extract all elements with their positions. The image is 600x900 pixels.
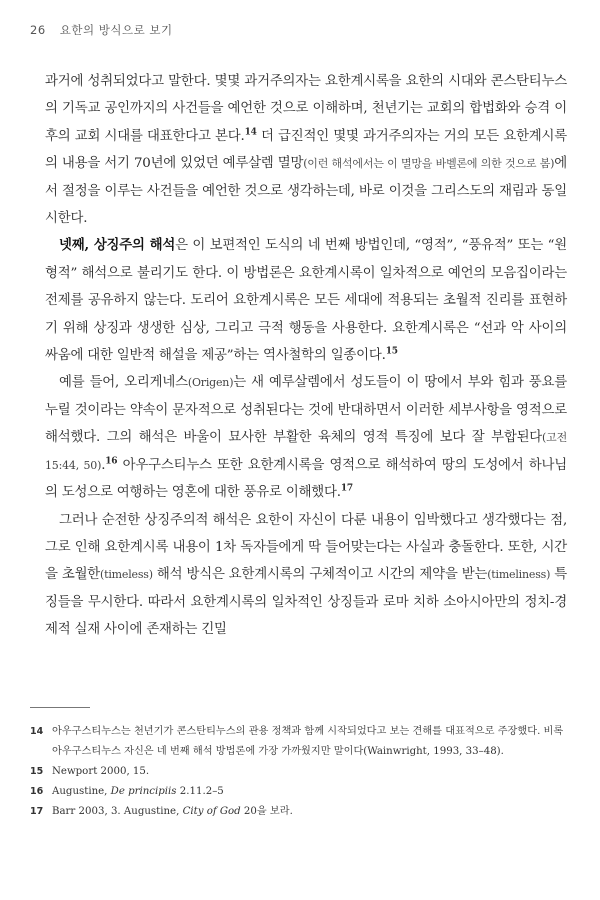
text-run: 아우구스티누스 또한 요한계시록을 영적으로 해석하여 땅의 도성에서 하나님의 도성으로 여행하는 영혼에 대한 풍유로 이해했다. xyxy=(45,457,567,501)
paragraph xyxy=(45,232,567,369)
paragraph xyxy=(45,507,567,644)
footnote-ref: 16 xyxy=(105,456,118,467)
paragraph xyxy=(45,369,567,506)
italic-title: De principiis xyxy=(110,786,177,797)
footnote-number: 15 xyxy=(30,766,44,777)
parenthetical: (고전 15:44, 50) xyxy=(45,431,567,472)
parenthetical: (timeliness) xyxy=(487,568,551,582)
footnote-ref: 15 xyxy=(385,346,398,357)
text-run: 예를 들어, 오리게네스 xyxy=(59,375,188,391)
footnotes xyxy=(30,722,568,822)
footnote-text xyxy=(52,802,568,822)
text-run: 는 새 예루살렘에서 성도들이 이 땅에서 부와 힘과 풍요를 누릴 것이라는 약속이 문자적으로 성취된다는 것에 반대하면서 이러한 세부사항을 영적으로 해석했다. 그의 해석은 바울이 묘사한 부활한 육체의 영적 특징에 보다 잘 부합된다 xyxy=(45,375,567,446)
text-run: Augustine, xyxy=(52,786,111,797)
text-run: . xyxy=(101,457,106,473)
paragraph xyxy=(45,68,567,232)
parenthetical: (timeless) xyxy=(100,568,153,582)
text-run: Newport 2000, 15. xyxy=(52,766,150,777)
text-run: 아우구스티누스는 천년기가 콘스탄티누스의 관용 정책과 함께 시작되었다고 보는 견해를 대표적으로 주장했다. 비록 아우구스티누스 자신은 네 번째 해석 방법론에 가장 가까웠지만 말이다(Wainwright, 1993, 33–48). xyxy=(52,726,564,757)
footnote xyxy=(30,802,568,822)
footnote-number: 14 xyxy=(30,726,44,737)
page-number: 26 xyxy=(30,23,46,37)
text-run: 그러나 순전한 상징주의적 해석은 요한이 자신이 다룬 내용이 임박했다고 생각했다는 점, 그로 인해 요한계시록 내용이 1차 독자들에게 딱 들어맞는다는 사실과 충돌한다. 또한, 시간을 초월한 xyxy=(45,512,567,583)
italic-title: City of God xyxy=(182,806,241,817)
footnote xyxy=(30,762,568,782)
footnote-text xyxy=(52,782,568,802)
text-run: Barr 2003, 3. Augustine, xyxy=(52,806,183,817)
footnote-text xyxy=(52,762,568,782)
text-run: 2.11.2–5 xyxy=(176,786,224,797)
text-run: 에서 절정을 이루는 사건들을 예언한 것으로 생각하는데, 바로 이것을 그리스도의 재림과 동일시한다. xyxy=(45,156,567,227)
text-run: 특징들을 무시한다. 따라서 요한계시록의 일차적인 상징들과 로마 치하 소아시아만의 정치-경제적 실재 사이에 존재하는 긴밀 xyxy=(45,567,568,638)
footnote xyxy=(30,722,568,762)
running-head xyxy=(30,22,173,38)
bold-term: 넷째, 상징주의 해석 xyxy=(59,237,176,254)
footnote-divider xyxy=(30,707,90,708)
text-run: 20을 보라. xyxy=(240,806,293,817)
parenthetical: (이런 해석에서는 이 멸망을 바벨론에 의한 것으로 봄) xyxy=(303,157,555,171)
text-run: 더 급진적인 몇몇 과거주의자는 거의 모든 요한계시록의 내용을 서기 70년에 있었던 예루살렘 멸망 xyxy=(45,128,568,172)
body-text xyxy=(45,68,567,644)
footnote xyxy=(30,782,568,802)
parenthetical: (Origen) xyxy=(187,376,234,390)
text-run: 과거에 성취되었다고 말한다. 몇몇 과거주의자는 요한계시록을 요한의 시대와 콘스탄티누스의 기독교 공인까지의 사건들을 예언한 것으로 이해하며, 천년기는 교회의 합법화와 승격 이후의 교회 시대를 대표한다고 본다. xyxy=(45,74,567,144)
footnote-ref: 17 xyxy=(340,483,353,494)
text-run: 은 이 보편적인 도식의 네 번째 방법인데, “영적”, “풍유적” 또는 “원형적” 해석으로 불리기도 한다. 이 방법론은 요한계시록이 일차적으로 예언의 모음집이라는 전제를 공유하지 않는다. 도리어 요한계시록은 모든 세대에 적용되는 초월적 진리를 표현하기 위해 상징과 생생한 심상, 그리고 극적 행동을 사용한다. 요한계시록은 “선과 악 사이의 싸움에 대한 일반적 해설을 제공”하는 역사철학의 일종이다. xyxy=(45,238,567,364)
text-run: 해석 방식은 요한계시록의 구체적이고 시간의 제약을 받는 xyxy=(152,567,488,583)
chapter-title: 요한의 방식으로 보기 xyxy=(59,23,173,37)
footnote-number: 16 xyxy=(30,786,44,797)
footnote-ref: 14 xyxy=(244,127,257,138)
footnote-text xyxy=(52,722,568,762)
footnote-number: 17 xyxy=(30,806,44,817)
